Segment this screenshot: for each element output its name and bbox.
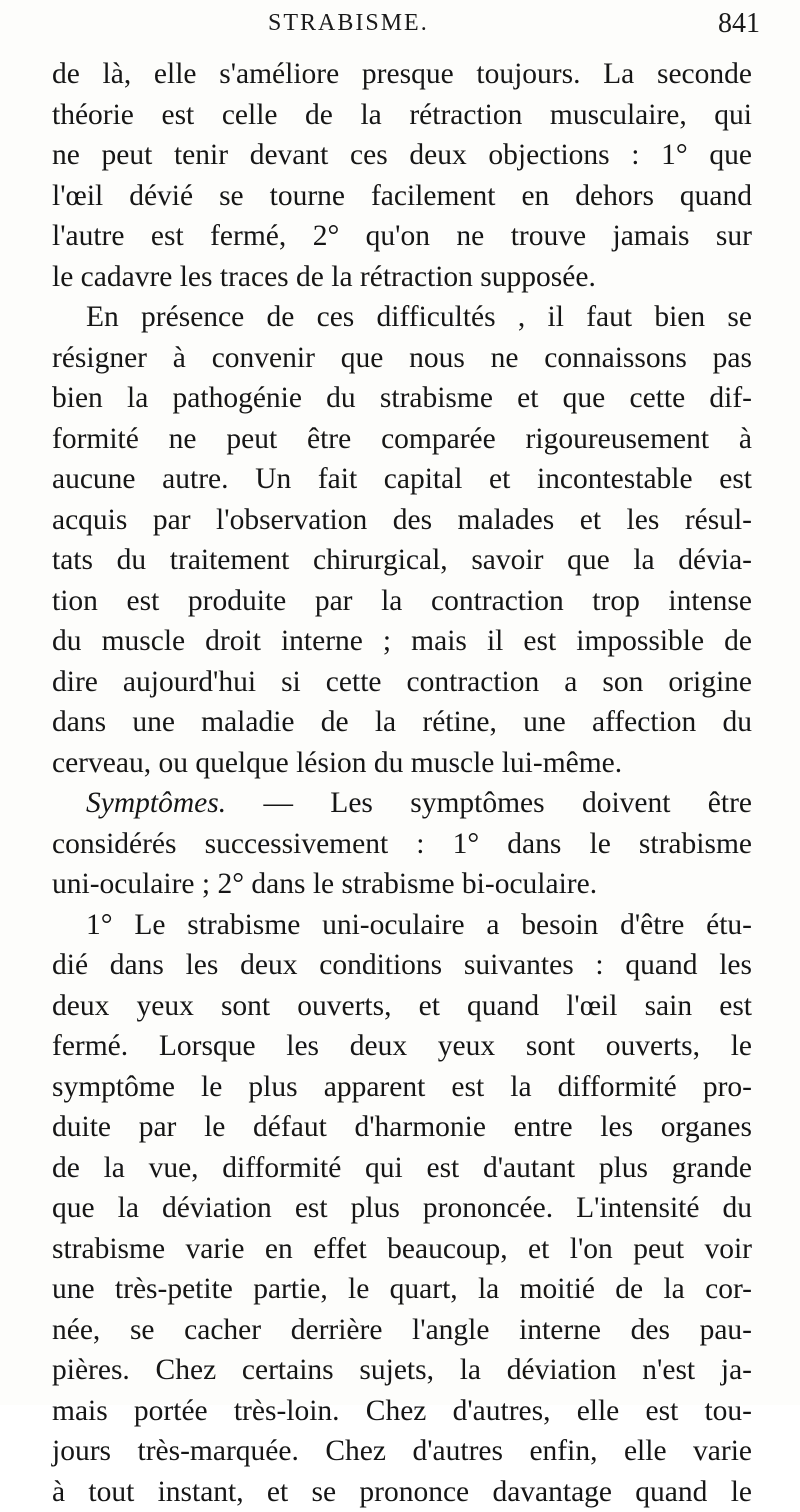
page-header: [0, 8, 800, 48]
text-line: à tout instant, et se prononce davantage quand le: [52, 1472, 752, 1512]
text-line: mais portée très-loin. Chez d'autres, elle est tou-: [52, 1391, 752, 1432]
text-line: théorie est celle de la rétraction musculaire, qui: [52, 95, 752, 136]
text-line: dire aujourd'hui si cette contraction a son origine: [52, 662, 752, 703]
text-line: strabisme varie en effet beaucoup, et l'on peut voir: [52, 1229, 752, 1270]
text-line: fermé. Lorsque les deux yeux sont ouverts, le: [52, 1026, 752, 1067]
text-line: symptôme le plus apparent est la difformité pro-: [52, 1067, 752, 1108]
text-line: dans une maladie de la rétine, une affection du: [52, 702, 752, 743]
text-line-rest: — Les symptômes doivent être: [263, 787, 752, 819]
section-heading-symptomes: Symptômes.: [86, 787, 226, 819]
text-line: l'œil dévié se tourne facilement en dehors quand: [52, 176, 752, 217]
text-line: bien la pathogénie du strabisme et que cette dif-: [52, 378, 752, 419]
text-line: considérés successivement : 1° dans le strabisme: [52, 824, 752, 865]
text-line: formité ne peut être comparée rigoureusement à: [52, 419, 752, 460]
page-number: 841: [718, 8, 760, 40]
text-line: cerveau, ou quelque lésion du muscle lui-même.: [52, 743, 752, 784]
text-line-symptomes: [52, 783, 752, 824]
text-line: de la vue, difformité qui est d'autant plus grande: [52, 1148, 752, 1189]
text-line: aucune autre. Un fait capital et incontestable est: [52, 459, 752, 500]
text-line: de là, elle s'améliore presque toujours. La seconde: [52, 54, 752, 95]
text-line: tion est produite par la contraction trop intense: [52, 581, 752, 622]
text-line: jours très-marquée. Chez d'autres enfin, elle varie: [52, 1431, 752, 1472]
text-line: une très-petite partie, le quart, la moitié de la cor-: [52, 1269, 752, 1310]
text-line: ne peut tenir devant ces deux objections : 1° que: [52, 135, 752, 176]
text-line: résigner à convenir que nous ne connaissons pas: [52, 338, 752, 379]
text-line: acquis par l'observation des malades et les résul-: [52, 500, 752, 541]
text-line: née, se cacher derrière l'angle interne des pau-: [52, 1310, 752, 1351]
text-line: deux yeux sont ouverts, et quand l'œil sain est: [52, 986, 752, 1027]
text-line: dié dans les deux conditions suivantes : quand les: [52, 945, 752, 986]
text-line: tats du traitement chirurgical, savoir que la dévia-: [52, 540, 752, 581]
text-line: duite par le défaut d'harmonie entre les organes: [52, 1107, 752, 1148]
text-line: uni-oculaire ; 2° dans le strabisme bi-oculaire.: [52, 864, 752, 905]
text-line: le cadavre les traces de la rétraction supposée.: [52, 257, 752, 298]
text-line: En présence de ces difficultés , il faut bien se: [52, 297, 752, 338]
text-line: pières. Chez certains sujets, la déviation n'est ja-: [52, 1350, 752, 1391]
body-text: [52, 54, 752, 1512]
text-line: 1° Le strabisme uni-oculaire a besoin d'être étu-: [52, 905, 752, 946]
text-line: que la déviation est plus prononcée. L'intensité du: [52, 1188, 752, 1229]
running-title: STRABISME.: [268, 10, 429, 37]
text-line: l'autre est fermé, 2° qu'on ne trouve jamais sur: [52, 216, 752, 257]
text-line: du muscle droit interne ; mais il est impossible de: [52, 621, 752, 662]
